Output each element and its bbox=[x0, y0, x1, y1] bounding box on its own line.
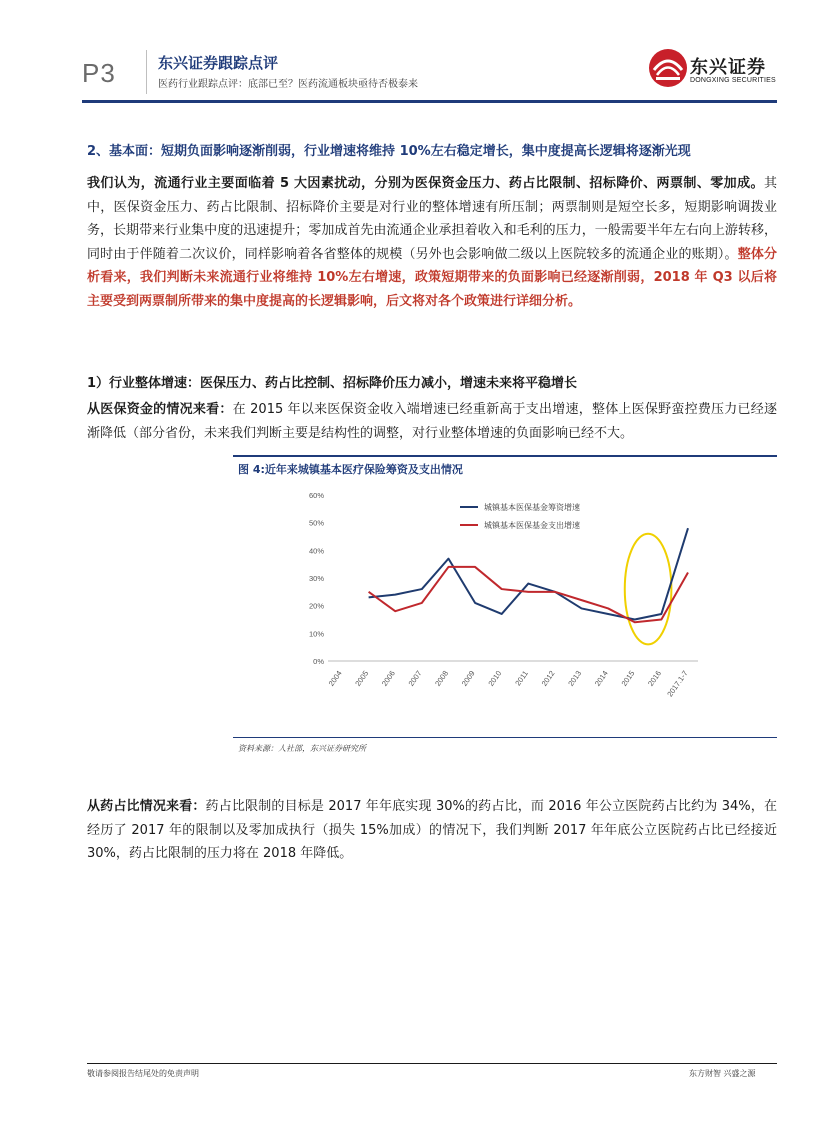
figure-title: 图 4:近年来城镇基本医疗保险筹资及支出情况 bbox=[238, 463, 463, 476]
series-line-1 bbox=[369, 528, 688, 619]
legend-label-1: 城镇基本医保基金筹资增速 bbox=[484, 503, 580, 512]
y-tick-label: 10% bbox=[308, 629, 324, 639]
x-tick-label: 2016 bbox=[646, 668, 664, 688]
x-tick-label: 2014 bbox=[592, 668, 610, 688]
page-number: P3 bbox=[82, 58, 116, 88]
footer-rule bbox=[87, 1063, 777, 1064]
para1-body: 其中，医保资金压力、药占比限制、招标降价主要是对行业的整体增速有所压制；两票制则是短空长多，短期影响调拨业务，长期带来行业集中度的迅速提升；零加成首先由流通企业承担着收入和毛利的压力，一般需要半年左右向上游转移，同时由于伴随着二次议价，同样影响着各省整体的规模（另外也会影响做二级以上医院较多的流通企业的账期）。 bbox=[87, 176, 777, 262]
figure-source: 资料来源：人社部，东兴证券研究所 bbox=[238, 744, 366, 753]
para1-highlight: 整体分析看来，我们判断未来流通行业将维持 10%左右增速，政策短期带来的负面影响已经逐渐削弱，2018 年 Q3 以后将主要受到两票制所带来的集中度提高的长逻辑影响，后文将对各个政策进行详细分析。 bbox=[87, 246, 777, 309]
para3-lead: 从药占比情况来看： bbox=[87, 799, 206, 814]
x-tick-label: 2009 bbox=[459, 668, 477, 688]
x-tick-label: 2011 bbox=[513, 668, 530, 688]
x-tick-label: 2004 bbox=[326, 668, 344, 688]
x-tick-label: 2017.1-7 bbox=[665, 668, 690, 699]
paragraph-3 bbox=[87, 795, 777, 866]
x-tick-label: 2006 bbox=[379, 668, 397, 688]
figure-top-rule bbox=[233, 455, 777, 457]
para1-lead: 我们认为，流通行业主要面临着 5 大因素扰动，分别为医保资金压力、药占比限制、招标降价、两票制、零加成。 bbox=[87, 176, 764, 191]
annotation-ellipse bbox=[625, 534, 672, 645]
legend-label-2: 城镇基本医保基金支出增速 bbox=[484, 521, 580, 530]
y-tick-label: 60% bbox=[308, 491, 324, 500]
report-subtitle: 医药行业跟踪点评：底部已至？医药流通板块亟待否极泰来 bbox=[158, 79, 418, 90]
section-heading: 2、基本面：短期负面影响逐渐削弱，行业增速将维持 10%左右稳定增长，集中度提高长逻辑将逐渐光现 bbox=[87, 144, 691, 159]
paragraph-1 bbox=[87, 172, 777, 313]
report-type: 东兴证券跟踪点评 bbox=[158, 54, 279, 72]
header-rule bbox=[82, 100, 777, 103]
subsection-heading: 1）行业整体增速：医保压力、药占比控制、招标降价压力减小，增速未来将平稳增长 bbox=[87, 376, 578, 391]
y-tick-label: 0% bbox=[313, 657, 324, 666]
para2-body: 在 2015 年以来医保资金收入端增速已经重新高于支出增速，整体上医保野蛮控费压力已经逐渐降低（部分省份，未来我们判断主要是结构性的调整，对行业整体增速的负面影响已经不大。 bbox=[87, 402, 777, 441]
footer-disclaimer: 敬请参阅报告结尾处的免责声明 bbox=[87, 1069, 199, 1078]
para3-body: 药占比限制的目标是 2017 年年底实现 30%的药占比，而 2016 年公立医院药占比约为 34%，在经历了 2017 年的限制以及零加成执行（损失 15%加成）的情况下，我们判断 2017 年年底公立医院药占比已经接近 30%，药占比限制的压力将在 2018 年降低。 bbox=[87, 799, 777, 861]
series-line-2 bbox=[369, 567, 688, 622]
dongxing-logo-icon bbox=[648, 48, 688, 88]
y-tick-label: 20% bbox=[308, 601, 324, 611]
x-tick-label: 2015 bbox=[619, 668, 637, 688]
header-separator bbox=[146, 50, 147, 94]
y-tick-label: 50% bbox=[308, 518, 324, 528]
x-tick-label: 2007 bbox=[406, 668, 424, 688]
y-tick-label: 30% bbox=[308, 574, 324, 583]
x-tick-label: 2008 bbox=[433, 668, 451, 688]
footer-slogan: 东方财智 兴盛之源 bbox=[689, 1069, 756, 1078]
logo-text: 东兴证券 bbox=[690, 57, 766, 78]
paragraph-2 bbox=[87, 398, 777, 445]
x-tick-label: 2012 bbox=[539, 668, 557, 688]
figure-bottom-rule bbox=[233, 737, 777, 738]
line-chart bbox=[290, 485, 710, 735]
logo-text-en: DONGXING SECURITIES bbox=[690, 77, 776, 84]
x-tick-label: 2010 bbox=[486, 668, 504, 688]
para2-lead: 从医保资金的情况来看： bbox=[87, 402, 233, 417]
x-tick-label: 2013 bbox=[566, 668, 584, 688]
x-tick-label: 2005 bbox=[353, 668, 371, 688]
y-tick-label: 40% bbox=[308, 546, 324, 556]
